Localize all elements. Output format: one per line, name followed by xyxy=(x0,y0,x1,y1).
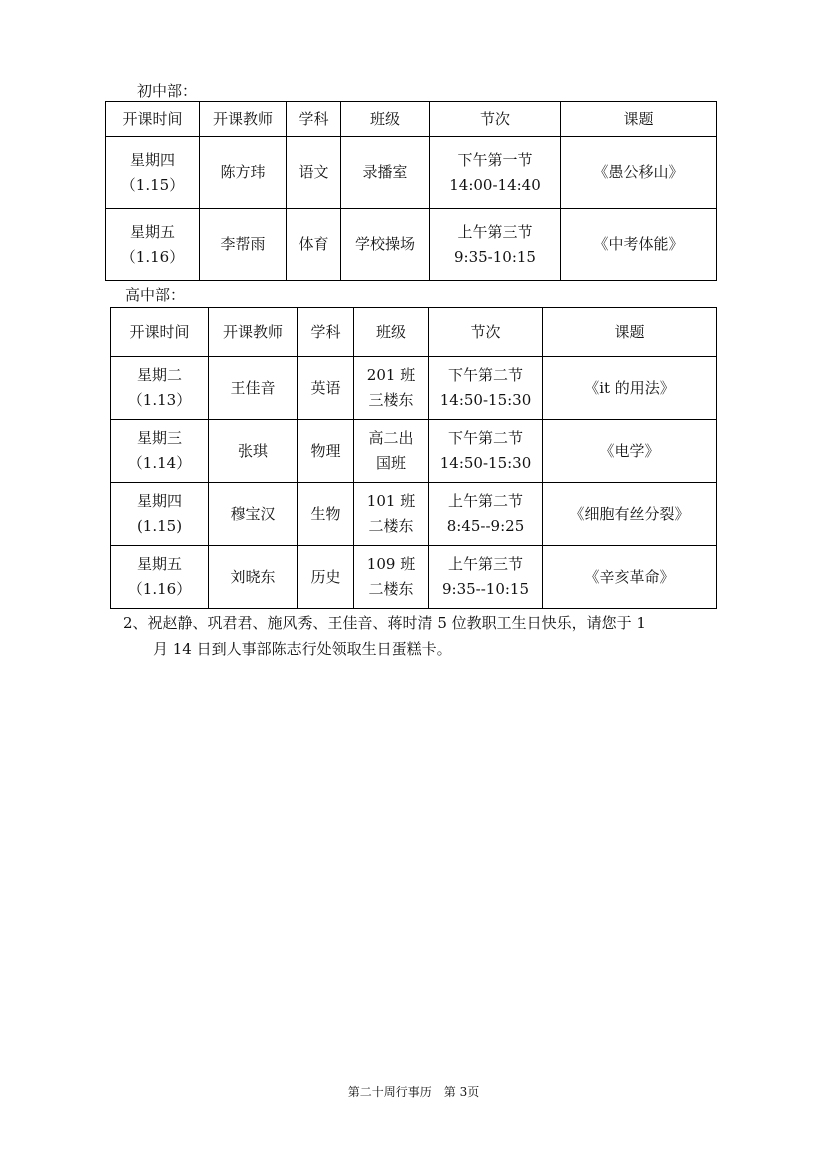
period-cell xyxy=(429,483,543,546)
class-cell-line: 高二出 xyxy=(368,429,414,447)
topic-cell xyxy=(543,546,717,609)
time-cell xyxy=(106,137,200,209)
time-cell xyxy=(111,420,209,483)
teacher-cell-line: 王佳音 xyxy=(230,378,276,397)
time-cell-line: （1.16） xyxy=(127,580,192,598)
table-header-row xyxy=(106,102,717,137)
period-cell xyxy=(429,357,543,420)
table-row xyxy=(106,209,717,281)
page-footer: 第二十周行事历 第 3页 xyxy=(347,1085,480,1099)
table-row xyxy=(111,546,717,609)
column-header: 节次 xyxy=(429,308,543,357)
class-cell-line: 国班 xyxy=(375,454,406,472)
class-cell xyxy=(354,546,429,609)
topic-cell-line: 《愚公移山》 xyxy=(593,163,684,181)
teacher-cell-line: 张琪 xyxy=(237,441,268,460)
teacher-cell xyxy=(209,357,298,420)
time-cell xyxy=(111,483,209,546)
time-cell xyxy=(111,546,209,609)
topic-cell xyxy=(543,357,717,420)
column-header: 班级 xyxy=(341,102,430,137)
junior-schedule-table xyxy=(105,101,717,281)
time-cell-line: 星期四 xyxy=(129,150,175,169)
topic-cell xyxy=(543,420,717,483)
topic-cell-line: 《细胞有丝分裂》 xyxy=(569,504,690,523)
period-cell xyxy=(429,546,543,609)
time-cell-line: (1.15) xyxy=(136,517,183,535)
teacher-cell-line: 穆宝汉 xyxy=(230,504,276,523)
topic-cell xyxy=(561,209,717,281)
column-header: 课题 xyxy=(543,308,717,357)
column-header: 节次 xyxy=(430,102,561,137)
teacher-cell xyxy=(209,420,298,483)
table-row xyxy=(111,357,717,420)
junior-section-label: 初中部： xyxy=(137,82,198,100)
subject-cell xyxy=(287,209,341,281)
subject-cell-line: 语文 xyxy=(298,163,329,181)
table-row xyxy=(106,137,717,209)
topic-cell-line: 《电学》 xyxy=(599,441,660,460)
subject-cell xyxy=(298,546,354,609)
time-cell-line: 星期三 xyxy=(136,429,182,447)
subject-cell xyxy=(298,420,354,483)
class-cell-line: 三楼东 xyxy=(368,391,414,409)
time-cell-line: 星期四 xyxy=(136,492,182,510)
period-cell-line: 上午第三节 xyxy=(447,555,523,573)
teacher-cell-line: 李帮雨 xyxy=(220,235,266,253)
time-cell-line: （1.14） xyxy=(127,454,192,472)
column-header: 开课教师 xyxy=(209,308,298,357)
column-header: 开课教师 xyxy=(200,102,287,137)
period-cell-line: 下午第二节 xyxy=(447,429,523,447)
period-cell-line: 8:45--9:25 xyxy=(446,517,525,535)
period-cell xyxy=(430,137,561,209)
teacher-cell-line: 陈方玮 xyxy=(220,163,266,181)
time-cell-line: （1.15） xyxy=(120,175,185,194)
subject-cell-line: 体育 xyxy=(298,235,329,253)
subject-cell-line: 物理 xyxy=(310,441,341,460)
birthday-notice-line-1: 2、祝赵静、巩君君、施风秀、王佳音、蒋时清 5 位教职工生日快乐，请您于 1 xyxy=(123,614,646,632)
class-cell-line: 学校操场 xyxy=(354,235,415,253)
table-row xyxy=(111,420,717,483)
time-cell xyxy=(106,209,200,281)
table-header-row xyxy=(111,308,717,357)
subject-cell xyxy=(298,483,354,546)
class-cell xyxy=(341,209,430,281)
class-cell xyxy=(354,357,429,420)
time-cell-line: 星期二 xyxy=(136,366,182,384)
class-cell-line: 录播室 xyxy=(362,163,408,181)
teacher-cell xyxy=(209,546,298,609)
subject-cell xyxy=(287,137,341,209)
topic-cell-line: 《中考体能》 xyxy=(593,235,684,253)
teacher-cell xyxy=(200,137,287,209)
period-cell xyxy=(429,420,543,483)
subject-cell-line: 生物 xyxy=(310,504,341,523)
subject-cell-line: 历史 xyxy=(310,567,341,586)
class-cell-line: 201 班 xyxy=(366,366,416,384)
time-cell-line: 星期五 xyxy=(129,222,175,241)
period-cell-line: 14:50-15:30 xyxy=(439,391,532,409)
senior-section-label: 高中部： xyxy=(125,286,186,304)
class-cell-line: 101 班 xyxy=(366,492,416,510)
class-cell-line: 109 班 xyxy=(366,555,416,573)
table-row xyxy=(111,483,717,546)
period-cell-line: 14:50-15:30 xyxy=(439,454,532,472)
teacher-cell xyxy=(200,209,287,281)
period-cell xyxy=(430,209,561,281)
period-cell-line: 9:35--10:15 xyxy=(441,580,530,598)
column-header: 开课时间 xyxy=(111,308,209,357)
class-cell-line: 二楼东 xyxy=(368,517,414,535)
topic-cell xyxy=(543,483,717,546)
class-cell xyxy=(354,420,429,483)
class-cell xyxy=(341,137,430,209)
column-header: 课题 xyxy=(561,102,717,137)
time-cell-line: （1.13） xyxy=(127,391,192,409)
column-header: 开课时间 xyxy=(106,102,200,137)
period-cell-line: 上午第三节 xyxy=(457,222,533,241)
birthday-notice-line-2: 月 14 日到人事部陈志行处领取生日蛋糕卡。 xyxy=(153,640,452,658)
time-cell-line: （1.16） xyxy=(120,247,185,266)
birthday-notice xyxy=(123,610,723,662)
class-cell xyxy=(354,483,429,546)
topic-cell xyxy=(561,137,717,209)
column-header: 学科 xyxy=(287,102,341,137)
column-header: 学科 xyxy=(298,308,354,357)
topic-cell-line: 《辛亥革命》 xyxy=(584,567,675,586)
time-cell xyxy=(111,357,209,420)
topic-cell-line: 《it 的用法》 xyxy=(584,378,675,397)
period-cell-line: 下午第二节 xyxy=(447,366,523,384)
time-cell-line: 星期五 xyxy=(136,555,182,573)
senior-schedule-table xyxy=(110,307,717,609)
period-cell-line: 14:00-14:40 xyxy=(449,175,541,194)
teacher-cell xyxy=(209,483,298,546)
teacher-cell-line: 刘晓东 xyxy=(230,567,276,586)
period-cell-line: 9:35-10:15 xyxy=(454,247,536,266)
subject-cell xyxy=(298,357,354,420)
class-cell-line: 二楼东 xyxy=(368,580,414,598)
period-cell-line: 下午第一节 xyxy=(457,150,533,169)
period-cell-line: 上午第二节 xyxy=(447,492,523,510)
subject-cell-line: 英语 xyxy=(310,378,341,397)
column-header: 班级 xyxy=(354,308,429,357)
